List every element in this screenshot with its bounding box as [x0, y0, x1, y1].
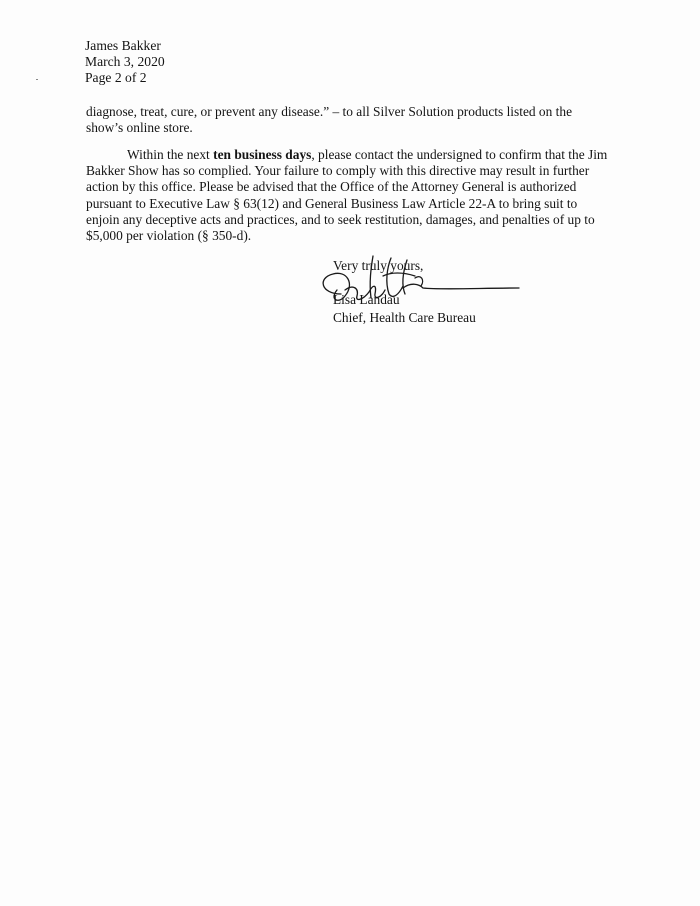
paragraph-line: show’s online store.	[86, 120, 193, 136]
letter-date: March 3, 2020	[85, 54, 165, 69]
paragraph-line: action by this office. Please be advised that the Office of the Attorney General is authorized	[86, 179, 577, 195]
paragraph-line	[86, 147, 616, 163]
emphasis-deadline: ten business days	[213, 147, 312, 162]
recipient-name: James Bakker	[85, 38, 161, 53]
signature-block	[333, 258, 573, 338]
letter-header	[85, 38, 165, 86]
text-run: Within the next	[127, 147, 214, 162]
paragraph-continuation	[86, 104, 616, 136]
paragraph-line: Bakker Show has so complied. Your failure to comply with this directive may result in further	[86, 163, 590, 179]
paragraph-line: pursuant to Executive Law § 63(12) and General Business Law Article 22-A to bring suit to	[86, 195, 578, 211]
paragraph-line: diagnose, treat, cure, or prevent any disease.” – to all Silver Solution products listed on the	[86, 104, 573, 119]
text-run: , please contact the undersigned to confirm that the Jim	[311, 147, 608, 162]
signer-name: Lisa Landau	[333, 292, 400, 307]
paragraph-directive	[86, 147, 616, 244]
scan-speck	[36, 79, 38, 80]
page-number: Page 2 of 2	[85, 70, 147, 85]
paragraph-line: $5,000 per violation (§ 350-d).	[86, 228, 252, 244]
complimentary-closing: Very truly yours,	[333, 258, 424, 273]
signer-title: Chief, Health Care Bureau	[333, 310, 476, 325]
paragraph-line: enjoin any deceptive acts and practices, and to seek restitution, damages, and penalties of up to	[86, 211, 595, 227]
